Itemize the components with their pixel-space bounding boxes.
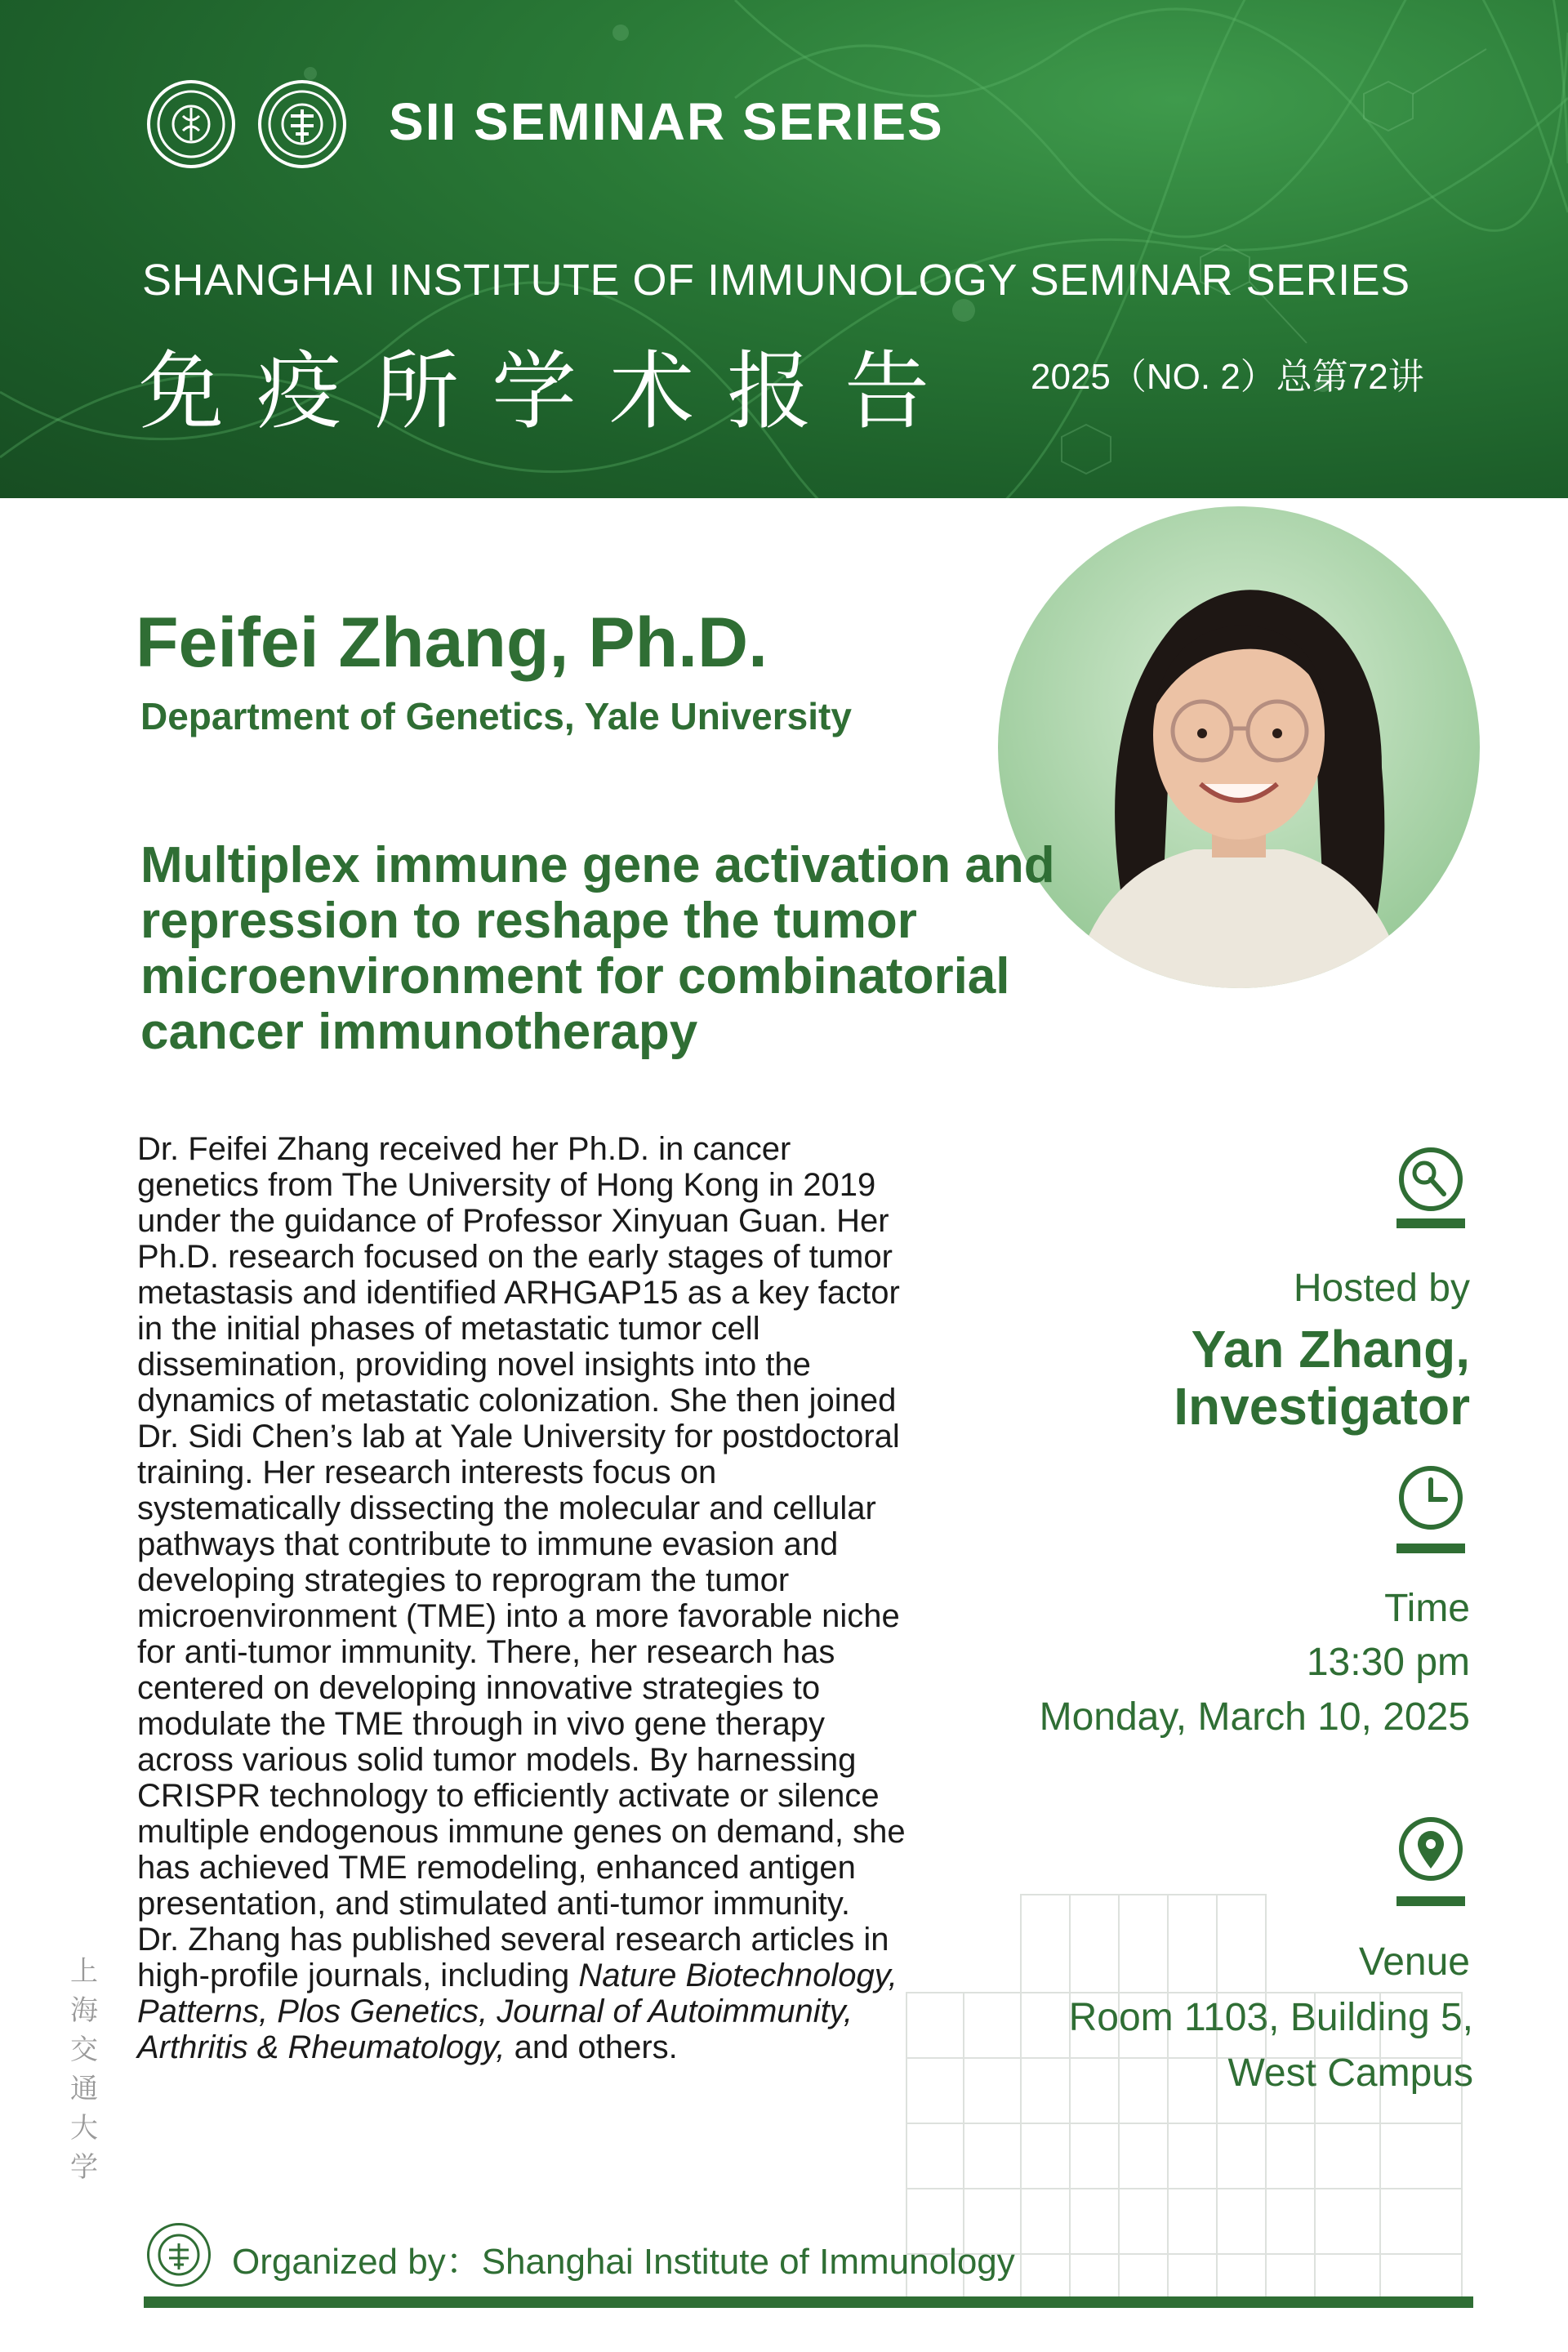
issue-number: 2025（NO. 2）总第72讲 <box>1031 357 1424 397</box>
host-title: Investigator <box>1174 1377 1470 1436</box>
time-label: Time <box>1384 1587 1470 1630</box>
sjtu-calligraphy-stamp: 上海交通大学 <box>70 1956 98 2183</box>
bio-publications-prefix: Dr. Zhang has published several research articles in high-profile journals, including <box>137 1922 889 1993</box>
host-divider <box>1396 1218 1465 1228</box>
speaker-name: Feifei Zhang, Ph.D. <box>136 604 768 682</box>
bio-journals: Nature Biotechnology, Patterns, Plos Genetics, Journal of Autoimmunity, Arthritis & Rheumatology, <box>137 1958 898 2065</box>
time-date: Monday, March 10, 2025 <box>1039 1695 1470 1739</box>
header-banner <box>0 0 1568 498</box>
host-name: Yan Zhang, <box>1191 1320 1470 1379</box>
host-label: Hosted by <box>1293 1267 1470 1310</box>
bio-paragraph: Dr. Feifei Zhang received her Ph.D. in cancer genetics from The University of Hong Kong in 2019 under the guidance of Professor Xinyuan Guan. Her Ph.D. research focused on the early stages of tumor metastasis and identified ARHGAP15 as a key factor in the initial phases of metastatic tumor cell dissemination, providing novel insights into the dynamics of metastatic colonization. She then joined Dr. Sidi Chen’s lab at Yale University for postdoctoral training. Her research interests focus on systematically dissecting the molecular and cellular pathways that contribute to immune evasion and developing strategies to reprogram the tumor microenvironment (TME) into a more favorable niche for anti-tumor immunity. There, her research has centered on developing innovative strategies to modulate the TME through in vivo gene therapy across various solid tumor models. By harnessing CRISPR technology to efficiently activate or silence multiple endogenous immune genes on demand, she has achieved TME remodeling, enhanced antigen presentation, and stimulated anti-tumor immunity. <box>137 1131 906 1922</box>
clock-icon <box>1396 1463 1465 1536</box>
speaker-affiliation: Department of Genetics, Yale University <box>140 695 852 737</box>
sii-logo <box>258 80 346 168</box>
footer-divider <box>144 2296 1473 2308</box>
institute-name-en: SHANGHAI INSTITUTE OF IMMUNOLOGY SEMINAR SERIES <box>142 256 1410 305</box>
institute-name-cn: 免疫所学术报告 <box>139 345 963 439</box>
microphone-icon <box>1396 1145 1465 1218</box>
series-title: SII SEMINAR SERIES <box>389 92 944 151</box>
bio-publications-suffix: and others. <box>505 2029 678 2065</box>
bio-paragraph <box>137 1922 909 2065</box>
venue-room: Room 1103, Building 5, <box>1068 1996 1473 2039</box>
time-divider <box>1396 1544 1465 1553</box>
speaker-bio <box>137 1131 909 2065</box>
organizer-text: Organized by：Shanghai Institute of Immunology <box>232 2242 1015 2282</box>
sii-footer-logo <box>147 2223 211 2287</box>
time-clock: 13:30 pm <box>1306 1641 1470 1684</box>
venue-campus: West Campus <box>1227 2051 1473 2095</box>
talk-title: Multiplex immune gene activation and repression to reshape the tumor microenvironment for combinatorial cancer immunotherapy <box>140 837 1055 1060</box>
sjtu-medical-logo <box>147 80 235 168</box>
venue-label: Venue <box>1358 1940 1470 1984</box>
